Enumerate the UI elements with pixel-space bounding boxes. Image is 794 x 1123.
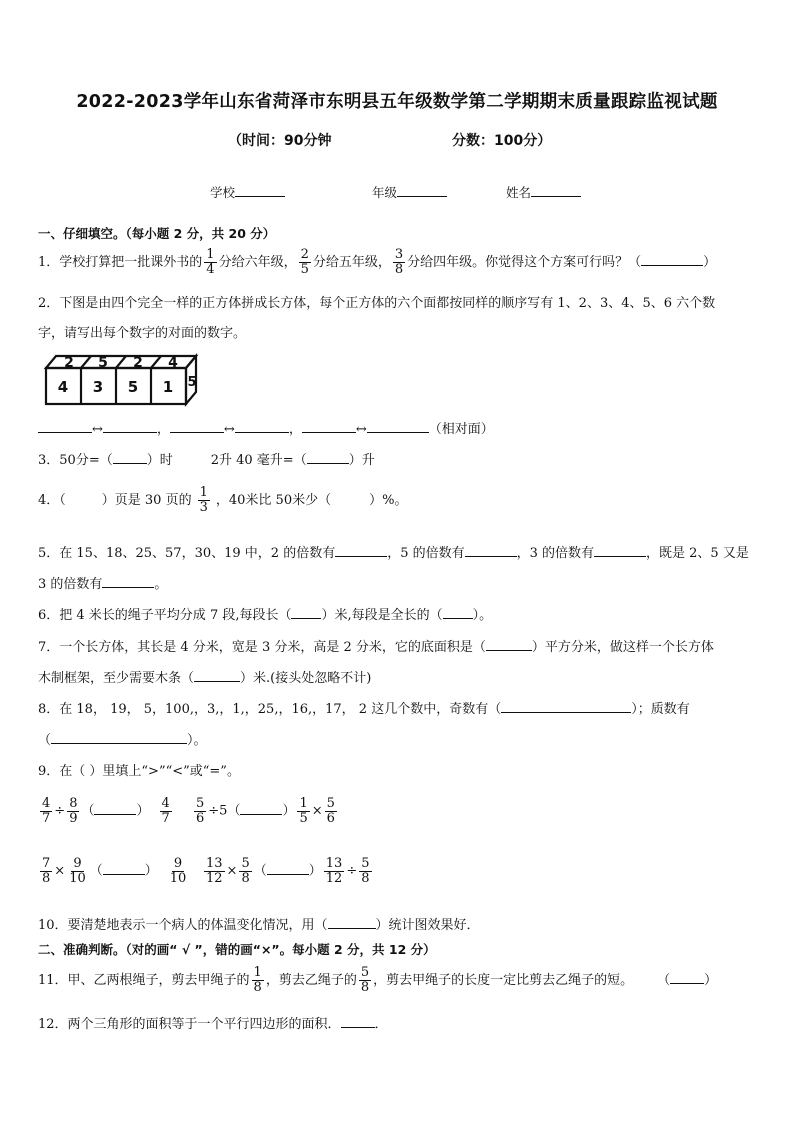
answer-blank[interactable]: [486, 638, 532, 651]
page-title: 2022-2023学年山东省菏泽市东明县五年级数学第二学期期末质量跟踪监视试题: [76, 92, 718, 112]
compare-blank[interactable]: [103, 862, 145, 875]
question-10: [38, 914, 480, 933]
paren: （: [81, 803, 95, 819]
fraction: $\frac{5}{6}$: [196, 796, 205, 826]
q5-text: 5．在 15、18、25、57，30、19 中，2 的倍数有: [38, 546, 336, 561]
q3-text: ）升: [348, 453, 375, 468]
q1-text: ）: [703, 255, 717, 270]
q8-text: （: [38, 733, 52, 748]
paren: ）: [282, 803, 296, 819]
name-field[interactable]: [506, 183, 581, 201]
answer-blank[interactable]: [641, 253, 703, 266]
fraction: $\frac{8}{9}$: [69, 796, 78, 826]
school-field[interactable]: [210, 183, 285, 201]
arrow: ↔: [92, 422, 103, 437]
question-1: [38, 248, 716, 278]
fraction: $\frac{9}{10}$: [169, 856, 187, 886]
question-12: [38, 1013, 388, 1032]
q5-text: ，既是 2、5 又是: [646, 546, 749, 561]
judge-blank[interactable]: [670, 971, 704, 984]
q1-text: 分给六年级，: [218, 255, 297, 270]
cube-figure: [40, 352, 200, 408]
q10-text: ）统计图效果好．: [375, 918, 480, 933]
fraction: $\frac{1}{4}$: [206, 247, 215, 277]
fraction: $\frac{4}{7}$: [161, 796, 170, 826]
cube-side-face: 5: [187, 375, 197, 390]
answer-blank[interactable]: [51, 731, 187, 744]
answer-blank[interactable]: [102, 575, 154, 588]
q8-text: ）。: [187, 733, 207, 748]
q1-text: 分给四年级。你觉得这个方案可行吗？（: [407, 255, 642, 270]
q8-text: 8．在 18， 19， 5，100,，3,，1,，25,，16,，17， 2 这几个数中，奇数有（: [38, 702, 502, 717]
answer-blank[interactable]: [302, 420, 356, 433]
fraction: $\frac{5}{8}$: [361, 856, 370, 886]
arrow: ↔: [355, 422, 367, 437]
q7-text: ）平方分米，做这样一个长方体: [531, 640, 714, 655]
question-7-line-1: [38, 636, 714, 655]
separator: ，: [156, 422, 170, 437]
fraction: $\frac{5}{6}$: [326, 796, 335, 826]
answer-blank[interactable]: [594, 544, 646, 557]
cube-front-3: 5: [127, 378, 139, 396]
compare-item-2: [192, 797, 339, 825]
q5-text: 。: [154, 577, 168, 592]
operator: ×: [311, 803, 323, 819]
question-3: [38, 449, 375, 468]
compare-item-4: [202, 857, 374, 885]
q1-text: 1．学校打算把一批课外书的: [38, 255, 203, 270]
compare-blank[interactable]: [94, 802, 136, 815]
fraction: $\frac{3}{8}$: [394, 247, 404, 277]
fraction: $\frac{7}{8}$: [42, 856, 51, 886]
q6-text: ）米,每段是全长的（: [321, 608, 443, 623]
operator: ÷: [346, 863, 358, 879]
question-2-line-2: 字，请写出每个数字的对面的数字。: [38, 326, 247, 341]
q7-text: 7．一个长方体，其长是 4 分米，宽是 3 分米，高是 2 分米，它的底面积是（: [38, 640, 486, 655]
cube-front-2: 3: [92, 378, 104, 396]
q5-text: ，3 的倍数有: [516, 546, 595, 561]
answer-blank[interactable]: [335, 544, 387, 557]
fraction: $\frac{1}{3}$: [199, 485, 208, 515]
grade-blank[interactable]: [397, 184, 447, 197]
question-11: [38, 964, 717, 998]
q4-text: ）页是 30 页的: [101, 493, 192, 508]
q3-text: 3．50分=（: [38, 453, 113, 468]
question-2-line-1: 2．下图是由四个完全一样的正方体拼成长方体，每个正方体的六个面都按同样的顺序写有 1、2、3、4、5、6 六个数: [38, 296, 716, 311]
q7-text: ）米.(接头处忽略不计): [240, 671, 372, 686]
question-4: [38, 484, 407, 518]
grade-label: 年级: [372, 185, 398, 200]
q2-tail: （相对面）: [428, 422, 494, 437]
question-8-line-2: [38, 729, 207, 748]
cube-top-1: 2: [64, 355, 74, 371]
fraction: $\frac{4}{7}$: [42, 796, 51, 826]
q11-text: ，剪去乙绳子的: [265, 973, 357, 988]
question-6: [38, 604, 492, 623]
q11-text: ）: [704, 973, 718, 988]
q5-text: ，5 的倍数有: [387, 546, 465, 561]
answer-blank[interactable]: [367, 420, 429, 433]
operator: ×: [54, 863, 66, 879]
cube-top-2: 5: [98, 355, 108, 371]
fraction: $\frac{9}{10}$: [69, 856, 86, 886]
answer-blank[interactable]: [113, 451, 147, 464]
fraction: $\frac{13}{12}$: [325, 856, 343, 886]
paren: （: [227, 803, 241, 819]
answer-blank[interactable]: [443, 606, 473, 619]
q12-text: 12．两个三角形的面积等于一个平行四边形的面积．: [38, 1017, 341, 1032]
separator: ，: [288, 422, 302, 437]
compare-blank[interactable]: [267, 862, 309, 875]
answer-blank[interactable]: [307, 451, 349, 464]
paren: ）: [136, 803, 150, 819]
fraction: $\frac{1}{5}$: [299, 796, 308, 826]
fraction: $\frac{5}{8}$: [241, 856, 250, 886]
fraction: $\frac{1}{8}$: [253, 965, 262, 995]
name-label: 姓名: [506, 185, 532, 200]
q12-text: ．: [374, 1017, 388, 1032]
operator: ÷5: [208, 803, 228, 819]
name-blank[interactable]: [531, 184, 581, 197]
q5-text: 3 的倍数有: [38, 577, 103, 592]
fraction: $\frac{2}{5}$: [300, 247, 309, 277]
answer-blank[interactable]: [38, 420, 92, 433]
operator: ÷: [54, 803, 66, 819]
answer-blank[interactable]: [291, 606, 321, 619]
q7-text: 木制框架，至少需要木条（: [38, 671, 195, 686]
judge-blank[interactable]: [341, 1015, 375, 1028]
q4-text: ，40米比 50米少（: [215, 493, 332, 508]
q1-text: 分给五年级，: [312, 255, 391, 270]
fraction: $\frac{13}{12}$: [206, 856, 223, 886]
q3-text: 2升 40 毫升=（: [210, 453, 307, 468]
q11-text: 11．甲、乙两根绳子，剪去甲绳子的: [38, 973, 250, 988]
school-blank[interactable]: [235, 184, 285, 197]
question-5-line-2: [38, 573, 167, 592]
q11-text: （: [657, 973, 671, 988]
paren: （: [253, 863, 267, 879]
compare-item-1: [38, 797, 174, 825]
operator: ×: [226, 863, 238, 879]
answer-blank[interactable]: [103, 420, 157, 433]
grade-field[interactable]: [372, 183, 447, 201]
q6-text: 6．把 4 米长的绳子平均分成 7 段,每段长（: [38, 608, 292, 623]
paren: （: [89, 863, 103, 879]
school-label: 学校: [210, 185, 236, 200]
exam-score: 分数：100分）: [452, 133, 552, 149]
exam-time: （时间：90分钟: [228, 133, 332, 149]
paren: ）: [308, 863, 322, 879]
q6-text: ）。: [472, 608, 493, 623]
question-9-title: 9．在（ ）里填上“>”“<”或“=”。: [38, 764, 240, 779]
cube-top-4: 4: [168, 355, 178, 371]
answer-blank[interactable]: [235, 420, 289, 433]
compare-item-3: [38, 857, 190, 885]
cube-top-3: 2: [133, 355, 143, 371]
section-1-title: 一、仔细填空。（每小题 2 分，共 20 分）: [38, 226, 276, 241]
q4-text: ）%。: [369, 493, 408, 508]
paren: ）: [144, 863, 158, 879]
answer-blank[interactable]: [194, 669, 240, 682]
q11-text: ，剪去甲绳子的长度一定比剪去乙绳子的短。: [373, 973, 634, 988]
answer-blank[interactable]: [465, 544, 517, 557]
compare-blank[interactable]: [240, 802, 282, 815]
answer-blank[interactable]: [501, 700, 631, 713]
question-7-line-2: [38, 667, 371, 686]
q4-text: 4．（: [38, 493, 66, 508]
question-8-line-1: [38, 698, 690, 717]
arrow: ↔: [223, 422, 235, 437]
answer-blank[interactable]: [328, 916, 376, 929]
cube-front-1: 4: [57, 378, 69, 396]
q8-text: ）；质数有: [631, 702, 690, 717]
q3-text: ）时: [146, 453, 173, 468]
answer-blank[interactable]: [170, 420, 224, 433]
question-5-line-1: [38, 542, 749, 561]
question-2-answers: [38, 418, 494, 437]
q10-text: 10．要清楚地表示一个病人的体温变化情况，用（: [38, 918, 328, 933]
section-2-title: 二、准确判断。（对的画“ √ ”，错的画“×”。每小题 2 分，共 12 分）: [38, 942, 436, 957]
fraction: $\frac{5}{8}$: [360, 965, 370, 995]
cube-front-4: 1: [162, 378, 174, 396]
